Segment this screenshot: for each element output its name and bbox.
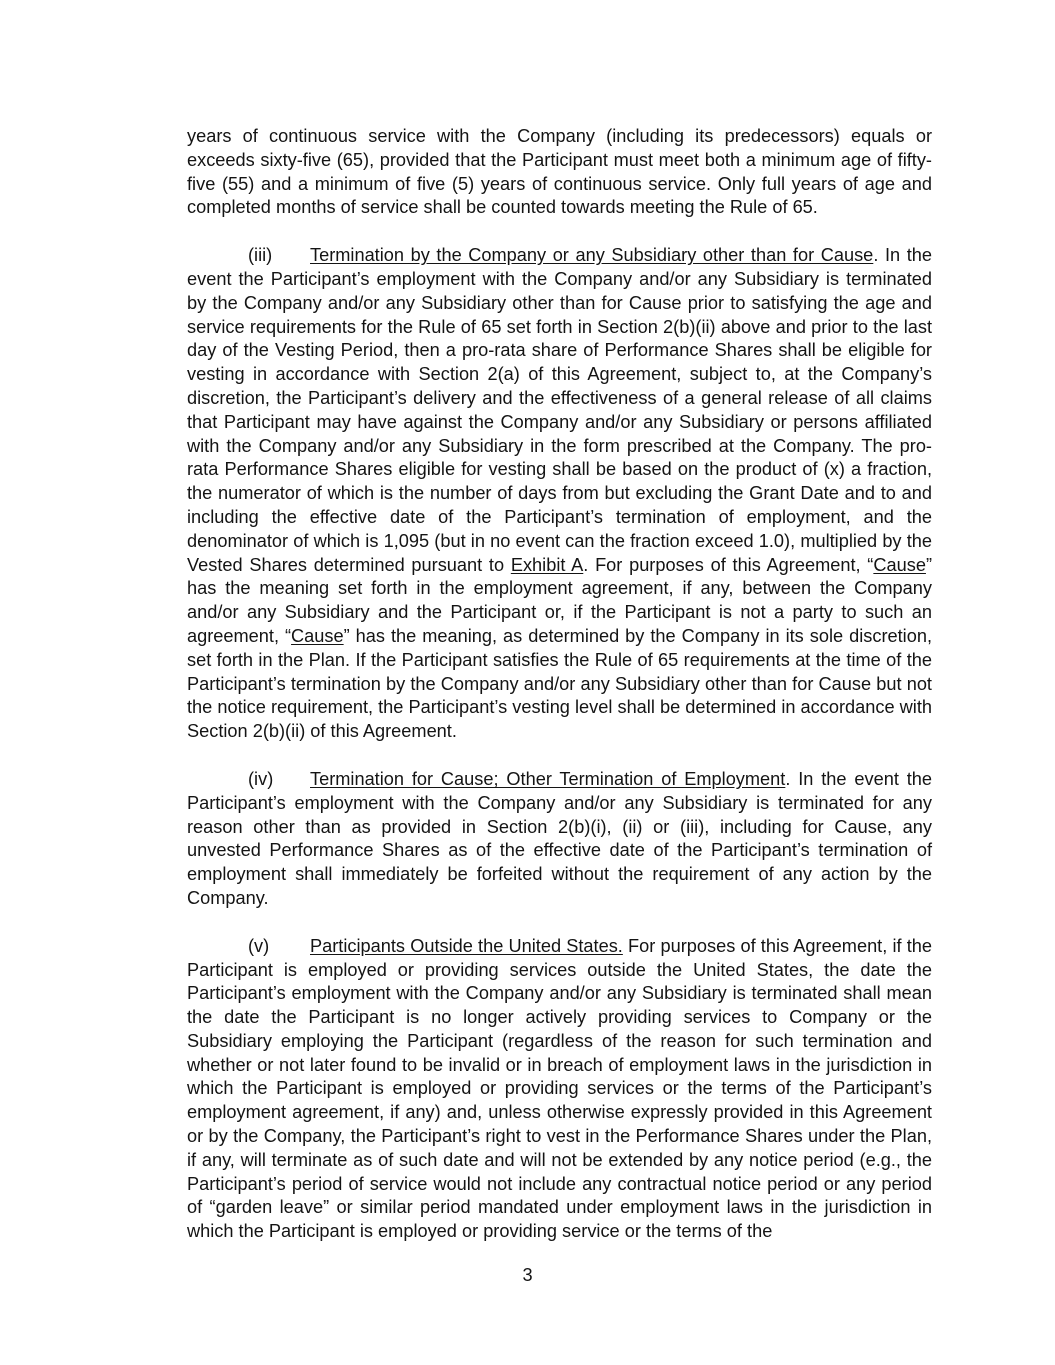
section-iii-text-1: . In the event the Participant’s employment with the Company and/or any Subsidiary is terminated by the Company and/or any Subsidiary other than for Cause prior to satisfying the age and service requirements for the Rule of 65 set forth in Section 2(b)(ii) above and prior to the last day of the Vesting Period, then a pro-rata share of Performance Shares shall be eligible for vesting in accordance with Section 2(a) of this Agreement, subject to, at the Company’s discretion, the Participant’s delivery and the effectiveness of a general release of all claims that Participant may have against the Company and/or any Subsidiary or persons affiliated with the Company and/or any Subsidiary in the form prescribed at the Company. The pro-rata Performance Shares eligible for vesting shall be based on the product of (x) a fraction, the numerator of which is the number of days from but excluding the Grant Date and to and including the effective date of the Participant’s termination of employment, and the denominator of which is 1,095 (but in no event can the fraction exceed 1.0), multiplied by the Vested Shares determined pursuant to	[187, 245, 932, 575]
section-iii-number: (iii)	[248, 245, 273, 266]
section-v	[187, 935, 932, 1244]
section-iii-text-4: ” has the meaning, as determined by the Company in its sole discretion, set forth in the Plan. If the Participant satisfies the Rule of 65 requirements at the time of the Participant’s termination by the Company and/or any Subsidiary other than for Cause but not the notice requirement, the Participant’s vesting level shall be determined in accordance with Section 2(b)(ii) of this Agreement.	[187, 625, 932, 742]
section-iii-text-2: . For purposes of this Agreement, “	[583, 554, 874, 575]
page-number: 3	[522, 1265, 533, 1285]
section-iv	[187, 768, 932, 911]
section-iv-number: (iv)	[248, 768, 274, 789]
exhibit-a-reference: Exhibit A	[510, 554, 584, 575]
section-v-text: For purposes of this Agreement, if the Participant is employed or providing services outside the United States, the date the Participant’s employment with the Company and/or any Subsidiary is terminated shall mean the date the Participant is no longer actively providing services to Company or the Subsidiary employing the Participant (regardless of the reason for such termination and whether or not later found to be invalid or in breach of employment laws in the jurisdiction in which the Participant is employed or providing services or the terms of the Participant’s employment agreement, if any) and, unless otherwise expressly provided in this Agreement or by the Company, the Participant’s right to vest in the Performance Shares under the Plan, if any, will terminate as of such date and will not be extended by any notice period (e.g., the Participant’s period of service would not include any contractual notice period or any period of “garden leave” or similar period mandated under employment laws in the jurisdiction in which the Participant is employed or providing service or the terms of the	[187, 935, 932, 1242]
section-iv-heading: Termination for Cause; Other Termination of Employment	[310, 768, 786, 789]
section-iv-text: . In the event the Participant’s employment with the Company and/or any Subsidiary is terminated for any reason other than as provided in Section 2(b)(i), (ii) or (iii), including for Cause, any unvested Performance Shares as of the effective date of the Participant’s termination of employment shall immediately be forfeited without the requirement of any action by the Company.	[187, 768, 932, 908]
document-body	[187, 125, 932, 1268]
cause-term-1: Cause	[873, 554, 926, 575]
section-v-number: (v)	[248, 935, 270, 956]
paragraph-rule-of-65: years of continuous service with the Company (including its predecessors) equals or exceeds sixty-five (65), provided that the Participant must meet both a minimum age of fifty-five (55) and a minimum of five (5) years of continuous service. Only full years of age and completed months of service shall be counted towards meeting the Rule of 65.	[187, 126, 932, 218]
section-iii-text-3: ” has the meaning set forth in the employment agreement, if any, between the Company and/or any Subsidiary and the Participant or, if the Participant is not a party to such an agreement, “	[187, 554, 932, 646]
section-iii-heading: Termination by the Company or any Subsidiary other than for Cause	[310, 245, 874, 266]
cause-term-2: Cause	[291, 625, 344, 646]
section-iii	[187, 244, 932, 744]
section-v-heading: Participants Outside the United States.	[310, 935, 623, 956]
